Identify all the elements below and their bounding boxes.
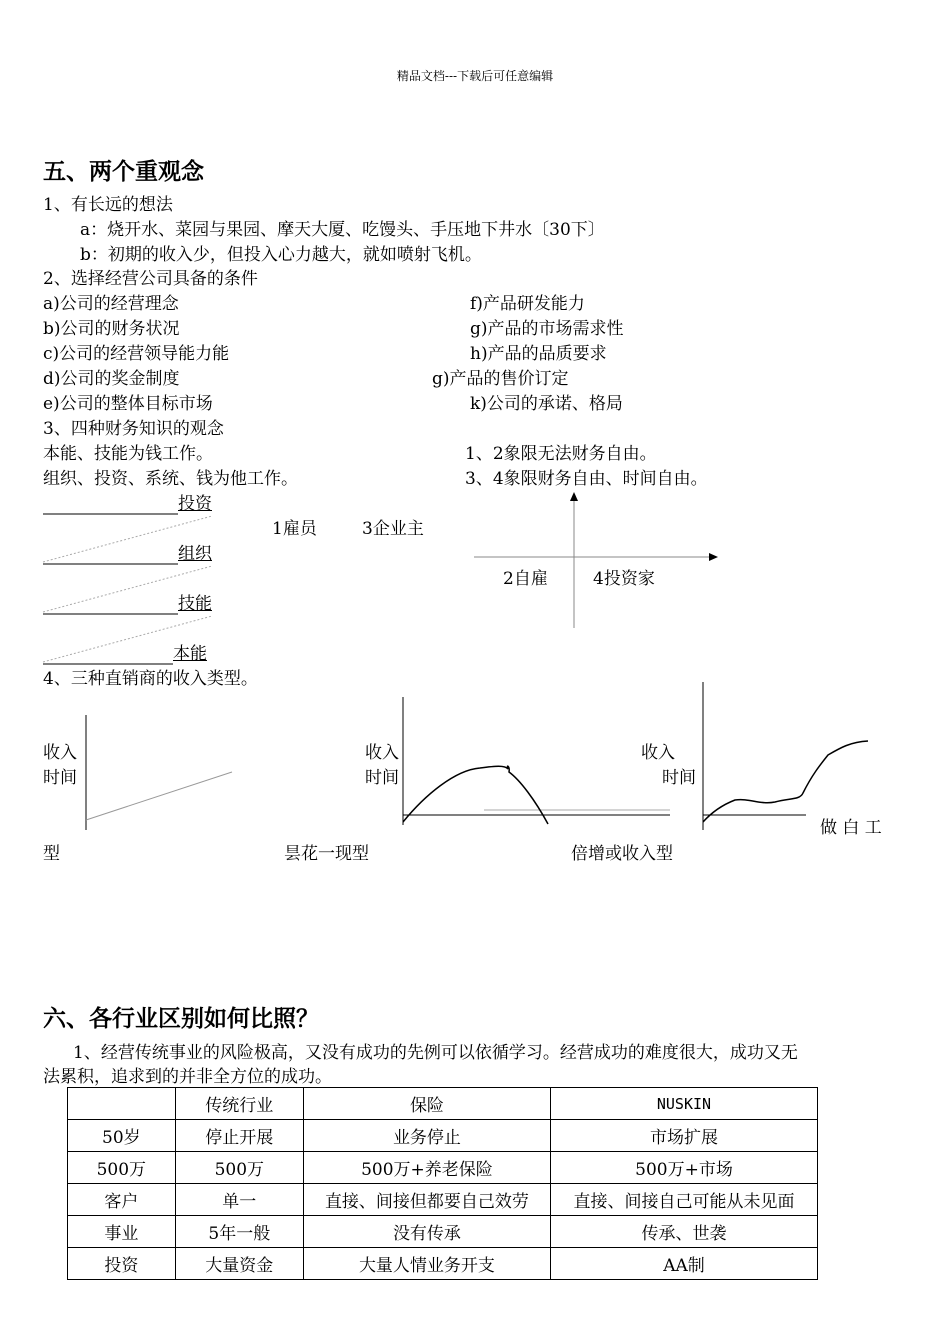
table-row xyxy=(68,1120,818,1152)
graph1-ylabel: 收入 xyxy=(43,743,77,763)
ladder-invest: 投资 xyxy=(178,494,212,514)
condition-a: a)公司的经营理念 xyxy=(43,294,179,314)
graph3-xlabel: 时间 xyxy=(662,768,696,788)
table-cell: AA制 xyxy=(550,1248,817,1280)
table-cell: 市场扩展 xyxy=(550,1120,817,1152)
table-cell: 投资 xyxy=(68,1248,176,1280)
graph3 xyxy=(703,682,868,830)
industry-comparison-table xyxy=(67,1087,818,1280)
table-cell: 500万 xyxy=(175,1152,303,1184)
table-cell: 500万+养老保险 xyxy=(303,1152,550,1184)
table-cell: 大量人情业务开支 xyxy=(303,1248,550,1280)
table-cell: 500万 xyxy=(68,1152,176,1184)
graph2 xyxy=(403,697,670,825)
condition-g2: g)产品的售价订定 xyxy=(432,369,569,389)
p4-title: 4、三种直销商的收入类型。 xyxy=(43,669,258,689)
ladder-organize: 组织 xyxy=(178,544,212,564)
section5-title: 五、两个重观念 xyxy=(43,158,204,185)
p3-title: 3、四种财务知识的观念 xyxy=(43,419,224,439)
p3-left-1: 本能、技能为钱工作。 xyxy=(43,444,213,464)
table-cell: 50岁 xyxy=(68,1120,176,1152)
section6-title: 六、各行业区别如何比照？ xyxy=(43,1005,319,1032)
section6-para-line2: 法累积，追求到的并非全方位的成功。 xyxy=(43,1067,332,1087)
table-cell: 500万+市场 xyxy=(550,1152,817,1184)
p2-title: 2、选择经营公司具备的条件 xyxy=(43,269,258,289)
quadrant-investor: 4投资家 xyxy=(593,569,655,589)
p3-left-2: 组织、投资、系统、钱为他工作。 xyxy=(43,469,298,489)
condition-k: k)公司的承诺、格局 xyxy=(470,394,623,414)
condition-b: b)公司的财务状况 xyxy=(43,319,180,339)
graph2-xlabel: 时间 xyxy=(365,768,399,788)
graph1-caption-a: 做 白 工 xyxy=(820,818,882,838)
quadrant-self-employed: 2自雇 xyxy=(503,569,548,589)
table-header-row xyxy=(68,1088,818,1120)
condition-g: g)产品的市场需求性 xyxy=(470,319,624,339)
p3-right-2: 3、4象限财务自由、时间自由。 xyxy=(465,469,708,489)
table-header-cell xyxy=(68,1088,176,1120)
table-cell: 停止开展 xyxy=(175,1120,303,1152)
table-cell: 5年一般 xyxy=(175,1216,303,1248)
table-cell: 直接、间接自己可能从未见面 xyxy=(550,1184,817,1216)
table-cell: 客户 xyxy=(68,1184,176,1216)
ladder-skill: 技能 xyxy=(178,594,212,614)
table-cell: 单一 xyxy=(175,1184,303,1216)
ladder-instinct: 本能 xyxy=(173,644,207,664)
condition-h: h)产品的品质要求 xyxy=(470,344,607,364)
condition-f: f)产品研发能力 xyxy=(470,294,585,314)
table-row xyxy=(68,1216,818,1248)
graph3-ylabel: 收入 xyxy=(641,743,675,763)
graph2-caption: 昙花一现型 xyxy=(284,844,369,864)
graph1 xyxy=(86,715,232,830)
p1-a: a：烧开水、菜园与果园、摩天大厦、吃馒头、手压地下井水〔30下〕 xyxy=(80,220,605,240)
table-header-cell: 传统行业 xyxy=(175,1088,303,1120)
p1-b: b：初期的收入少，但投入心力越大，就如喷射飞机。 xyxy=(80,245,482,265)
quadrant-axes xyxy=(474,492,718,628)
table-row xyxy=(68,1152,818,1184)
table-cell: 直接、间接但都要自己效劳 xyxy=(303,1184,550,1216)
condition-d: d)公司的奖金制度 xyxy=(43,369,180,389)
p1-title: 1、有长远的想法 xyxy=(43,195,173,215)
table-row xyxy=(68,1184,818,1216)
table-header-cell: 保险 xyxy=(303,1088,550,1120)
p3-right-1: 1、2象限无法财务自由。 xyxy=(465,444,657,464)
graph1-caption-b: 型 xyxy=(43,844,60,864)
table-cell: 传承、世袭 xyxy=(550,1216,817,1248)
page-header: 精品文档---下载后可任意编辑 xyxy=(396,69,554,83)
graph3-caption: 倍增或收入型 xyxy=(571,844,673,864)
graph2-ylabel: 收入 xyxy=(365,743,399,763)
graph1-xlabel: 时间 xyxy=(43,768,77,788)
ladder-lines xyxy=(43,514,212,664)
table-cell: 大量资金 xyxy=(175,1248,303,1280)
table-row xyxy=(68,1248,818,1280)
condition-e: e)公司的整体目标市场 xyxy=(43,394,213,414)
table-cell: 业务停止 xyxy=(303,1120,550,1152)
condition-c: c)公司的经营领导能力能 xyxy=(43,344,230,364)
quadrant-employee: 1雇员 xyxy=(272,519,317,539)
quadrant-business-owner: 3企业主 xyxy=(362,519,424,539)
table-cell: 事业 xyxy=(68,1216,176,1248)
table-cell: 没有传承 xyxy=(303,1216,550,1248)
table-header-cell: NUSKIN xyxy=(550,1088,817,1120)
section6-para-line1: 1、经营传统事业的风险极高，又没有成功的先例可以依循学习。经营成功的难度很大，成功又无 xyxy=(73,1043,798,1063)
